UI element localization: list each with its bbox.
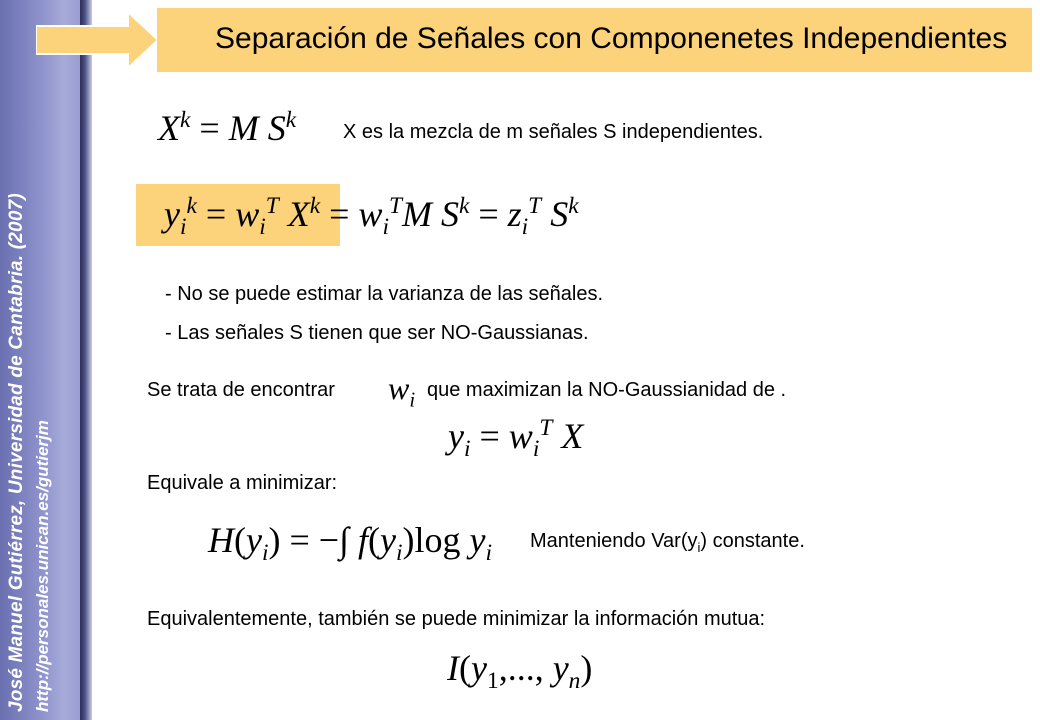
bullet-nongaussian: - Las señales S tienen que ser NO-Gaussianas. — [165, 322, 589, 344]
formula-projection: $y_i^k = w_i^T$ $X^k = w_i^TM$ $S^k = z_i^T$ $S^k$ — [164, 193, 579, 241]
mix-description: X es la mezcla de m señales S independientes. — [343, 121, 764, 143]
variance-constraint: Manteniendo $Var(y_i)$ constante. — [530, 530, 805, 555]
equiv-minimize: Equivale a minimizar: — [147, 472, 338, 494]
find-text-end: que maximizan la NO-Gaussianidad de . — [427, 379, 787, 401]
formula-wi: $w_i$ — [388, 370, 416, 412]
find-text-start: Se trata de encontrar — [147, 379, 335, 401]
formula-mutual-info: $I(y_1$,..., $y_n$) — [447, 648, 593, 695]
formula-entropy: $H(y_i)$ = −∫ $f(y_i)\log$ $y_i$ — [208, 520, 492, 567]
sidebar-edge — [80, 0, 92, 720]
page-title: Separación de Señales con Componenetes Independientes — [215, 22, 1008, 55]
bullet-variance: - No se puede estimar la varianza de las señales. — [165, 283, 604, 305]
title-banner — [157, 8, 1032, 72]
author-credit: José Manuel Gutiérrez, Universidad de Cantabria. (2007) — [6, 193, 27, 712]
mutual-info-text: Equivalentemente, también se puede minimizar la información mutua: — [147, 608, 766, 630]
arrow-right-icon — [36, 10, 160, 70]
formula-output: $y_i = w_i^T$ X — [448, 415, 584, 463]
author-url: http://personales.unican.es/gutierjm — [33, 420, 52, 712]
formula-mixing: $X^k = M$ $S^k$ — [158, 107, 297, 148]
sidebar — [0, 0, 92, 720]
